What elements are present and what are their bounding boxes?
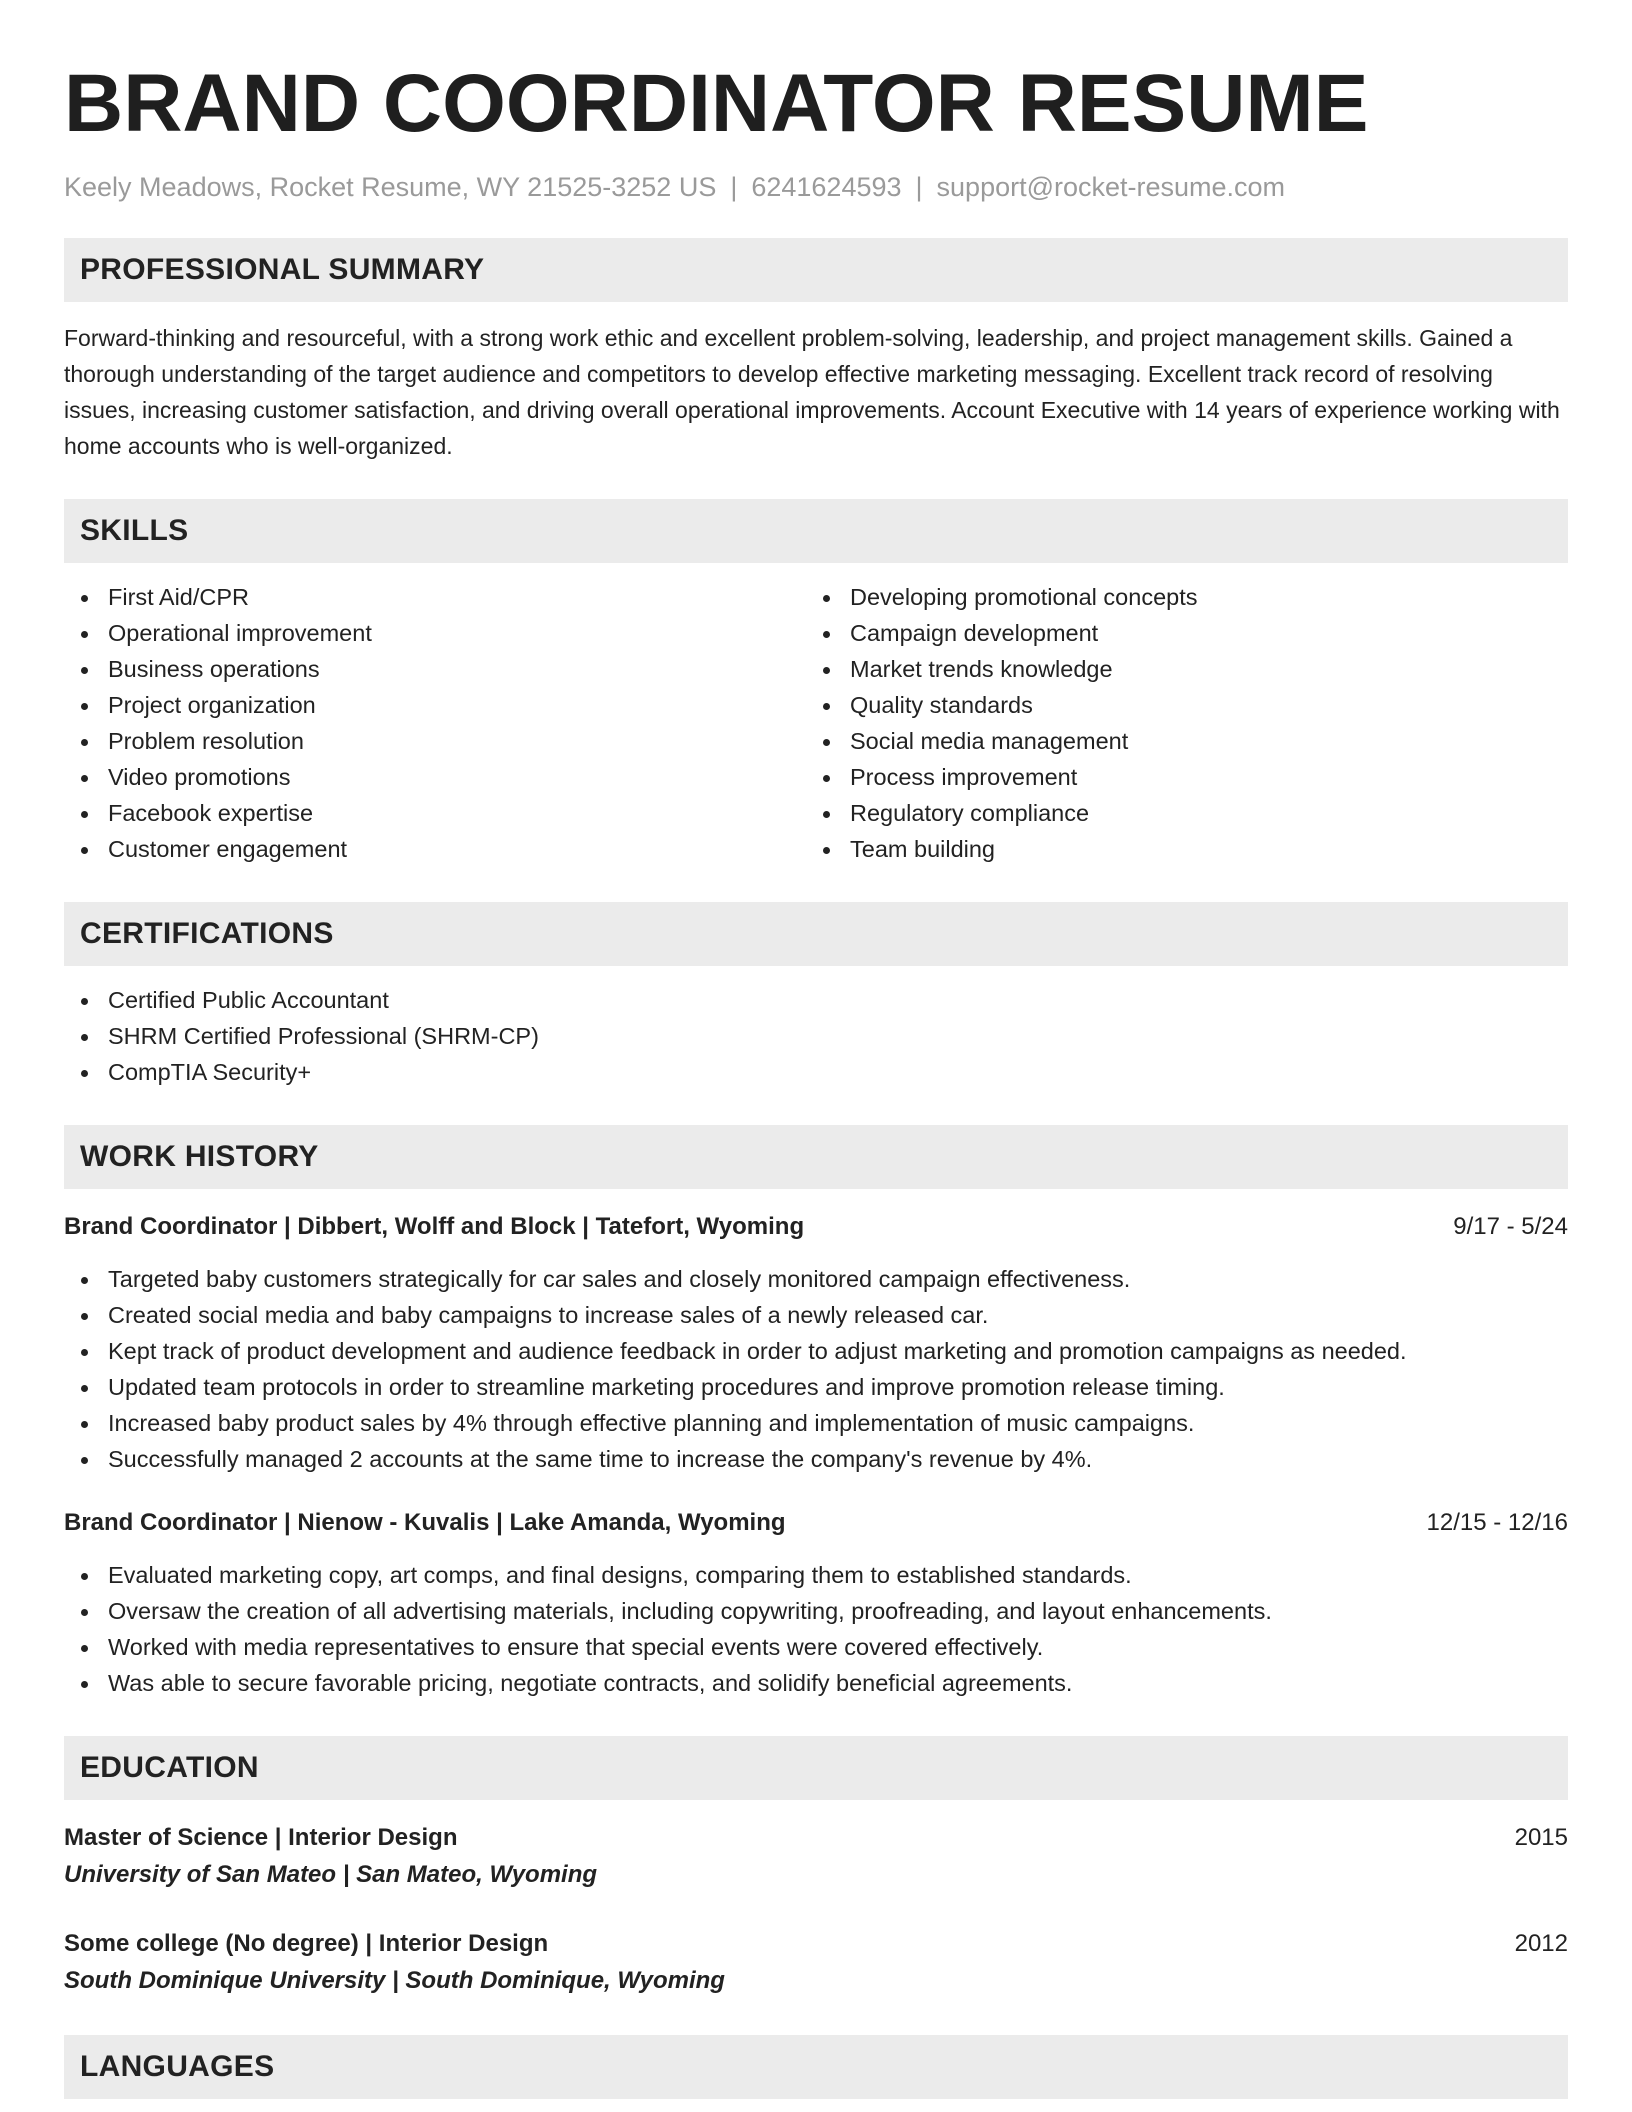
contact-separator: | <box>730 172 738 202</box>
education-entry <box>64 1820 1568 1894</box>
skills-heading: SKILLS <box>64 499 1568 563</box>
skill-item: Regulatory compliance <box>806 795 1548 831</box>
job-bullet: Evaluated marketing copy, art comps, and final designs, comparing them to established standards. <box>64 1557 1568 1593</box>
work-history-heading: WORK HISTORY <box>64 1125 1568 1189</box>
job-bullet: Updated team protocols in order to streamline marketing procedures and improve promotion release timing. <box>64 1369 1568 1405</box>
resume-page <box>64 0 1568 2099</box>
skill-item: First Aid/CPR <box>64 579 806 615</box>
education-degree: Some college (No degree) | Interior Design <box>64 1930 549 1957</box>
work-history-section <box>64 1125 1568 1701</box>
skills-right-list <box>806 579 1548 867</box>
languages-heading: LANGUAGES <box>64 2035 1568 2099</box>
certification-item: SHRM Certified Professional (SHRM-CP) <box>64 1018 1568 1054</box>
skill-item: Process improvement <box>806 759 1548 795</box>
job-bullet: Created social media and baby campaigns to increase sales of a newly released car. <box>64 1297 1568 1333</box>
job-header <box>64 1209 1568 1245</box>
contact-address: Keely Meadows, Rocket Resume, WY 21525-3252 US <box>64 172 717 202</box>
skill-item: Quality standards <box>806 687 1548 723</box>
skills-left-list <box>64 579 806 867</box>
summary-text: Forward-thinking and resourceful, with a strong work ethic and excellent problem-solving, leadership, and project management skills. Gained a thorough understanding of the target audience and competitors to develop effective marketing messaging. Excellent track record of resolving issues, increasing customer satisfaction, and driving overall operational improvements. Account Executive with 14 years of experience working with home accounts who is well-organized. <box>64 325 1560 459</box>
education-heading: EDUCATION <box>64 1736 1568 1800</box>
education-year: 2015 <box>1514 1824 1568 1851</box>
skill-item: Problem resolution <box>64 723 806 759</box>
job-bullet: Kept track of product development and audience feedback in order to adjust marketing and promotion campaigns as needed. <box>64 1333 1568 1369</box>
job-bullets <box>64 1557 1568 1701</box>
contact-phone: 6241624593 <box>751 172 902 202</box>
skill-item: Market trends knowledge <box>806 651 1548 687</box>
skill-item: Developing promotional concepts <box>806 579 1548 615</box>
job-bullet: Increased baby product sales by 4% through effective planning and implementation of music campaigns. <box>64 1405 1568 1441</box>
skill-item: Business operations <box>64 651 806 687</box>
contact-separator: | <box>915 172 923 202</box>
skills-grid <box>64 579 1568 867</box>
certifications-list <box>64 982 1568 1090</box>
education-header <box>64 1820 1568 1856</box>
skill-item: Campaign development <box>806 615 1548 651</box>
job-bullet: Oversaw the creation of all advertising materials, including copywriting, proofreading, and layout enhancements. <box>64 1593 1568 1629</box>
education-entry <box>64 1926 1568 2000</box>
skill-item: Project organization <box>64 687 806 723</box>
resume-title: BRAND COORDINATOR RESUME <box>64 58 1369 149</box>
job-dates: 9/17 - 5/24 <box>1453 1213 1568 1240</box>
job-bullet: Successfully managed 2 accounts at the same time to increase the company's revenue by 4%. <box>64 1441 1568 1477</box>
skill-item: Social media management <box>806 723 1548 759</box>
job-bullet: Was able to secure favorable pricing, negotiate contracts, and solidify beneficial agreements. <box>64 1665 1568 1701</box>
job-bullet: Worked with media representatives to ensure that special events were covered effectively. <box>64 1629 1568 1665</box>
job-entry <box>64 1505 1568 1701</box>
skill-item: Customer engagement <box>64 831 806 867</box>
job-dates: 12/15 - 12/16 <box>1426 1509 1568 1536</box>
languages-section <box>64 2035 1568 2099</box>
certifications-section <box>64 902 1568 1090</box>
education-year: 2012 <box>1514 1930 1568 1957</box>
skill-item: Facebook expertise <box>64 795 806 831</box>
certification-item: Certified Public Accountant <box>64 982 1568 1018</box>
job-bullet: Targeted baby customers strategically for car sales and closely monitored campaign effectiveness. <box>64 1261 1568 1297</box>
job-title: Brand Coordinator | Dibbert, Wolff and Block | Tatefort, Wyoming <box>64 1213 805 1240</box>
education-section <box>64 1736 1568 2000</box>
education-degree: Master of Science | Interior Design <box>64 1824 458 1851</box>
certifications-heading: CERTIFICATIONS <box>64 902 1568 966</box>
education-school: South Dominique University | South Dominique, Wyoming <box>64 1967 725 1994</box>
job-bullets <box>64 1261 1568 1477</box>
contact-line <box>64 170 1568 204</box>
skill-item: Operational improvement <box>64 615 806 651</box>
certification-item: CompTIA Security+ <box>64 1054 1568 1090</box>
education-school: University of San Mateo | San Mateo, Wyoming <box>64 1861 598 1888</box>
job-title: Brand Coordinator | Nienow - Kuvalis | Lake Amanda, Wyoming <box>64 1509 786 1536</box>
contact-email: support@rocket-resume.com <box>936 172 1286 202</box>
education-header <box>64 1926 1568 1962</box>
job-entry <box>64 1209 1568 1477</box>
summary-section <box>64 238 1568 464</box>
summary-heading: PROFESSIONAL SUMMARY <box>64 238 1568 302</box>
job-header <box>64 1505 1568 1541</box>
skills-section <box>64 499 1568 867</box>
skill-item: Team building <box>806 831 1548 867</box>
skill-item: Video promotions <box>64 759 806 795</box>
